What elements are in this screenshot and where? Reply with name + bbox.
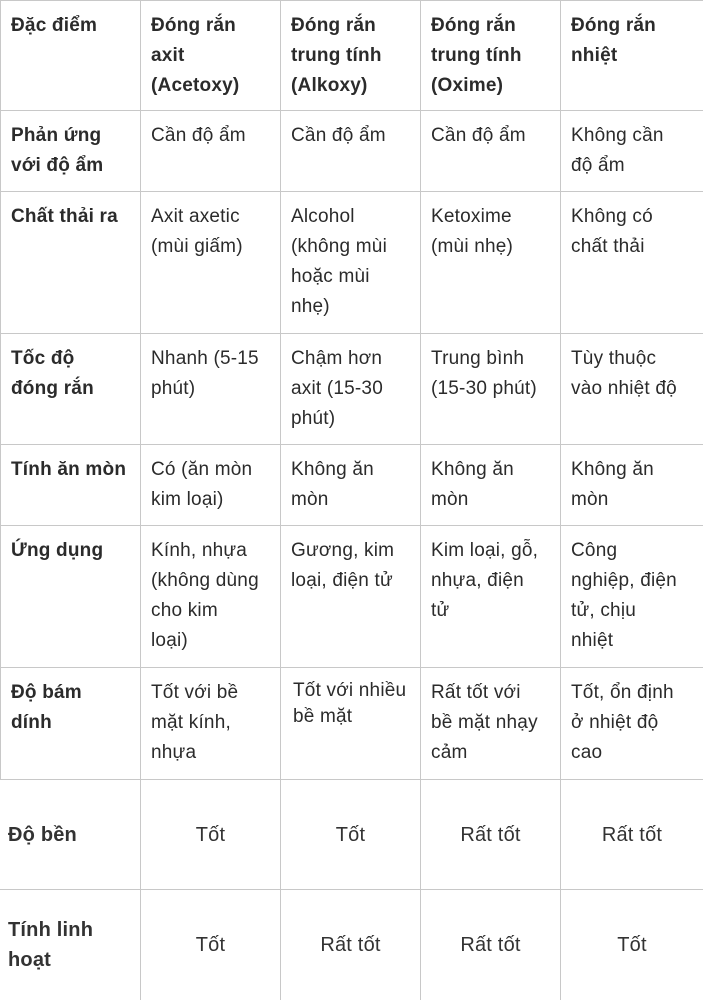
cell-cure-speed-alkoxy: Chậm hơn axit (15-30 phút): [281, 334, 421, 445]
cell-corrosion-thermal: Không ăn mòn: [561, 445, 703, 526]
row-label-byproduct: Chất thải ra: [0, 192, 141, 334]
row-label-application: Ứng dụng: [0, 526, 141, 668]
cell-application-oxime: Kim loại, gỗ, nhựa, điện tử: [421, 526, 561, 668]
header-feature: Đặc điểm: [0, 0, 141, 111]
cell-byproduct-oxime: Ketoxime (mùi nhẹ): [421, 192, 561, 334]
header-oxime: Đóng rắn trung tính (Oxime): [421, 0, 561, 111]
row-label-cure-speed: Tốc độ đóng rắn: [0, 334, 141, 445]
cell-moisture-oxime: Cần độ ẩm: [421, 111, 561, 192]
cell-application-acetoxy: Kính, nhựa (không dùng cho kim loại): [141, 526, 281, 668]
cell-cure-speed-thermal: Tùy thuộc vào nhiệt độ: [561, 334, 703, 445]
cell-corrosion-acetoxy: Có (ăn mòn kim loại): [141, 445, 281, 526]
cell-moisture-acetoxy: Cần độ ẩm: [141, 111, 281, 192]
cell-flexibility-oxime: Rất tốt: [421, 890, 561, 1000]
cell-byproduct-thermal: Không có chất thải: [561, 192, 703, 334]
cell-adhesion-alkoxy: Tốt với nhiều bề mặt: [281, 668, 421, 780]
row-label-flexibility: Tính linh hoạt: [0, 890, 141, 1000]
cell-byproduct-acetoxy: Axit axetic (mùi giấm): [141, 192, 281, 334]
header-thermal: Đóng rắn nhiệt: [561, 0, 703, 111]
cell-adhesion-oxime: Rất tốt với bề mặt nhạy cảm: [421, 668, 561, 780]
header-acetoxy: Đóng rắn axit (Acetoxy): [141, 0, 281, 111]
cell-corrosion-oxime: Không ăn mòn: [421, 445, 561, 526]
row-label-adhesion: Độ bám dính: [0, 668, 141, 780]
cell-application-thermal: Công nghiệp, điện tử, chịu nhiệt: [561, 526, 703, 668]
cell-flexibility-alkoxy: Rất tốt: [281, 890, 421, 1000]
cell-moisture-alkoxy: Cần độ ẩm: [281, 111, 421, 192]
cell-durability-oxime: Rất tốt: [421, 780, 561, 890]
cell-durability-alkoxy: Tốt: [281, 780, 421, 890]
cell-moisture-thermal: Không cần độ ẩm: [561, 111, 703, 192]
header-alkoxy: Đóng rắn trung tính (Alkoxy): [281, 0, 421, 111]
cell-durability-thermal: Rất tốt: [561, 780, 703, 890]
cell-flexibility-thermal: Tốt: [617, 934, 647, 956]
cell-corrosion-alkoxy: Không ăn mòn: [281, 445, 421, 526]
cell-application-alkoxy: Gương, kim loại, điện tử: [281, 526, 421, 668]
row-label-corrosion: Tính ăn mòn: [0, 445, 141, 526]
cell-cure-speed-acetoxy: Nhanh (5-15 phút): [141, 334, 281, 445]
cell-adhesion-acetoxy: Tốt với bề mặt kính, nhựa: [141, 668, 281, 780]
cell-adhesion-thermal: Tốt, ổn định ở nhiệt độ cao: [561, 668, 703, 780]
row-label-moisture: Phản ứng với độ ẩm: [0, 111, 141, 192]
row-label-durability: Độ bền: [0, 780, 141, 890]
cell-flexibility-acetoxy: Tốt: [141, 890, 281, 1000]
cell-cure-speed-oxime: Trung bình (15-30 phút): [421, 334, 561, 445]
cell-durability-acetoxy: Tốt: [141, 780, 281, 890]
cell-byproduct-alkoxy: Alcohol (không mùi hoặc mùi nhẹ): [281, 192, 421, 334]
